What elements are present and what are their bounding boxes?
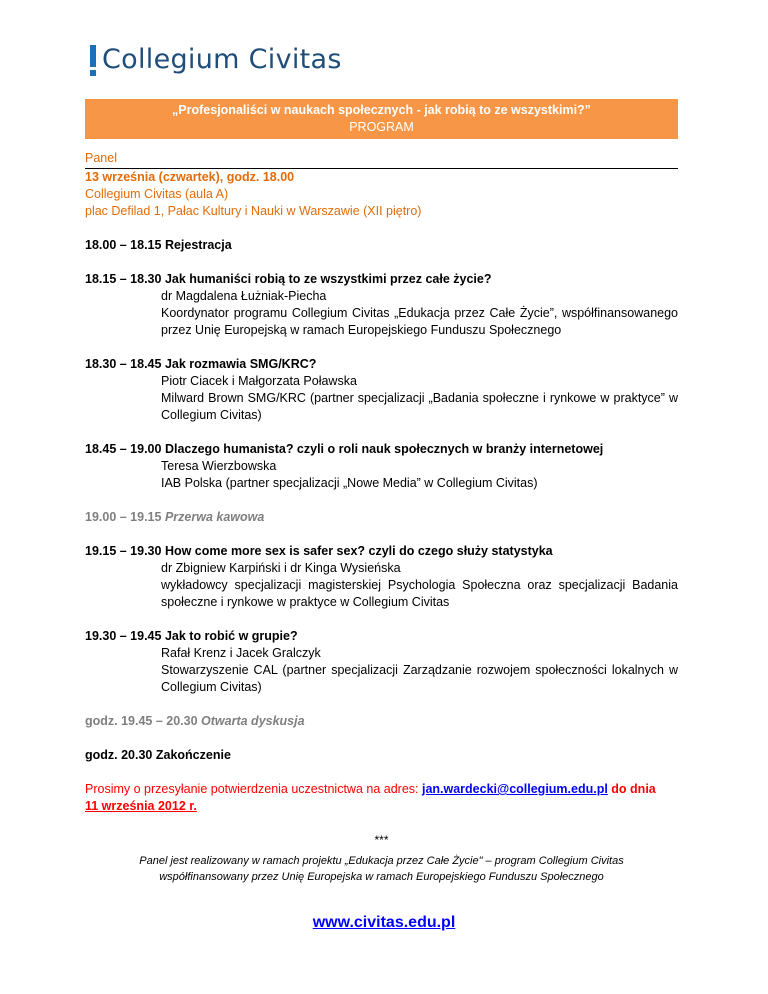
event-date: 13 września (czwartek), godz. 18.00 [85, 170, 295, 184]
speaker-affiliation: Koordynator programu Collegium Civitas „Edukacja przez Całe Życie”, współfinansowanego przez Unię Europejską w ramach Europejskiego Funduszu Społecznego [161, 306, 678, 337]
website-link[interactable]: www.civitas.edu.pl [312, 914, 456, 931]
speaker-affiliation: Milward Brown SMG/KRC (partner specjalizacji „Badania społeczne i rynkowe w praktyce” w Collegium Civitas) [161, 391, 678, 422]
speaker-affiliation: IAB Polska (partner specjalizacji „Nowe Media” w Collegium Civitas) [161, 476, 538, 490]
program-item: 18.15 – 18.30 Jak humaniści robią to ze wszystkimi przez całe życie? dr Magdalena Łużniak-Piecha Koordynator programu Collegium Civitas „Edukacja przez Całe Życie”, współfinansowanego przez Unię Europejską w ramach Europejskiego Funduszu Społecznego [85, 272, 678, 337]
logo-mark-icon [90, 45, 96, 75]
speaker: Teresa Wierzbowska [161, 459, 277, 473]
website-footer [0, 914, 768, 932]
program-item: 19.30 – 19.45 Jak to robić w grupie? Rafał Krenz i Jacek Gralczyk Stowarzyszenie CAL (partner specjalizacji Zarządzanie rozwojem społeczności lokalnych w Collegium Civitas) [85, 629, 678, 694]
program-item-discussion: godz. 19.45 – 20.30 Otwarta dyskusja [85, 714, 305, 728]
title-banner [85, 99, 678, 139]
speaker-affiliation: wykładowcy specjalizacji magisterskiej Psychologia Społeczna oraz specjalizacji Badania społeczne i rynkowe w praktyce w Collegium Civitas [161, 578, 678, 609]
rsvp-note: Prosimy o przesyłanie potwierdzenia uczestnictwa na adres: jan.wardecki@collegium.edu.pl do dnia 11 września 2012 r. [85, 782, 656, 813]
program-item-closing: godz. 20.30 Zakończenie [85, 748, 231, 762]
rsvp-email-link[interactable]: jan.wardecki@collegium.edu.pl [421, 782, 608, 796]
event-address: plac Defilad 1, Pałac Kultury i Nauki w Warszawie (XII piętro) [85, 204, 422, 218]
banner-title: „Profesjonaliści w naukach społecznych - jak robią to ze wszystkimi?” [172, 103, 591, 117]
funding-note: Panel jest realizowany w ramach projektu „Edukacja przez Całe Życie" – program Collegium Civitas współfinansowany przez Unię Europejska w ramach Europejskiego Funduszu Społecznego [139, 855, 624, 883]
speaker: Rafał Krenz i Jacek Gralczyk [161, 646, 321, 660]
speaker-affiliation: Stowarzyszenie CAL (partner specjalizacji Zarządzanie rozwojem społeczności lokalnych w Collegium Civitas) [161, 663, 678, 694]
program-item: 18.30 – 18.45 Jak rozmawia SMG/KRC? Piotr Ciacek i Małgorzata Poławska Milward Brown SMG/KRC (partner specjalizacji „Badania społeczne i rynkowe w praktyce” w Collegium Civitas) [85, 357, 678, 422]
logo [90, 44, 342, 75]
logo-text: Collegium Civitas [102, 44, 342, 75]
separator-stars: *** [374, 833, 389, 847]
program-item: 19.15 – 19.30 How come more sex is safer sex? czyli do czego służy statystyka dr Zbigniew Karpiński i dr Kinga Wysieńska wykładowcy specjalizacji magisterskiej Psychologia Społeczna oraz specjalizacji Badania społeczne i rynkowe w praktyce w Collegium Civitas [85, 544, 678, 609]
banner-subtitle: PROGRAM [349, 120, 414, 134]
event-label: Panel [85, 150, 678, 169]
program-item-break: 19.00 – 19.15 Przerwa kawowa [85, 510, 265, 524]
speaker: Piotr Ciacek i Małgorzata Poławska [161, 374, 357, 388]
program-item: 18.00 – 18.15 Rejestracja [85, 238, 232, 252]
program-item: 18.45 – 19.00 Dlaczego humanista? czyli o roli nauk społecznych w branży internetowej Teresa Wierzbowska IAB Polska (partner specjalizacji „Nowe Media” w Collegium Civitas) [85, 441, 678, 492]
document-body [85, 150, 678, 885]
speaker: dr Zbigniew Karpiński i dr Kinga Wysieńska [161, 561, 401, 575]
event-venue: Collegium Civitas (aula A) [85, 187, 229, 201]
speaker: dr Magdalena Łużniak-Piecha [161, 289, 327, 303]
rsvp-deadline: 11 września 2012 r. [85, 799, 197, 813]
